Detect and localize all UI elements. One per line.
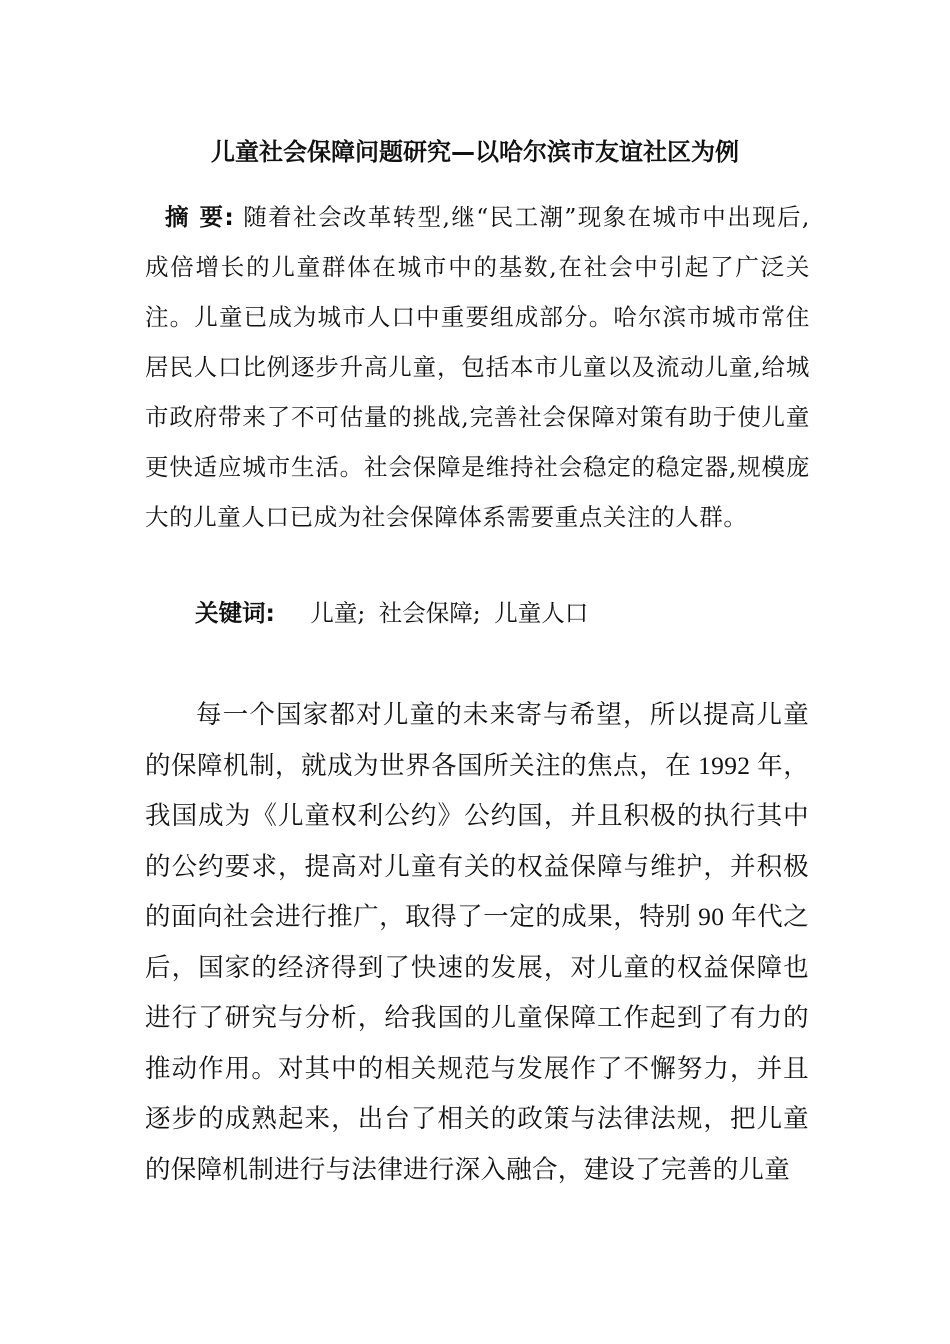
keywords-line: [195, 590, 810, 636]
body-paragraph: 每一个国家都对儿童的未来寄与希望，所以提高儿童的保障机制，就成为世界各国所关注的焦点，在 1992 年，我国成为《儿童权利公约》公约国，并且积极的执行其中的公约要求，提高对儿童有关的权益保障与维护，并积极的面向社会进行推广，取得了一定的成果，特别 90 年代之后，国家的经济得到了快速的发展，对儿童的权益保障也进行了研究与分析，给我国的儿童保障工作起到了有力的推动作用。对其中的相关规范与发展作了不懈努力，并且逐步的成熟起来，出台了相关的政策与法律法规，把儿童的保障机制进行与法律进行深入融合，建设了完善的儿童: [145, 700, 809, 1184]
keyword-item: 儿童;: [310, 599, 366, 627]
abstract-label: 摘 要:: [165, 203, 235, 231]
abstract-text: 随着社会改革转型,继“民工潮”现象在城市中出现后,成倍增长的儿童群体在城市中的基数,在社会中引起了广泛关注。儿童已成为城市人口中重要组成部分。哈尔滨市城市常住居民人口比例逐步升高儿童，包括本市儿童以及流动儿童,给城市政府带来了不可估量的挑战,完善社会保障对策有助于使儿童更快适应城市生活。社会保障是维持社会稳定的稳定器,规模庞大的儿童人口已成为社会保障体系需要重点关注的人群。: [145, 203, 810, 531]
keyword-item: 儿童人口: [494, 599, 589, 627]
keywords-label: 关键词:: [195, 599, 275, 627]
keyword-item: 社会保障;: [378, 599, 481, 627]
abstract-paragraph: [145, 192, 810, 542]
document-title: 儿童社会保障问题研究—以哈尔滨市友谊社区为例: [211, 138, 739, 166]
